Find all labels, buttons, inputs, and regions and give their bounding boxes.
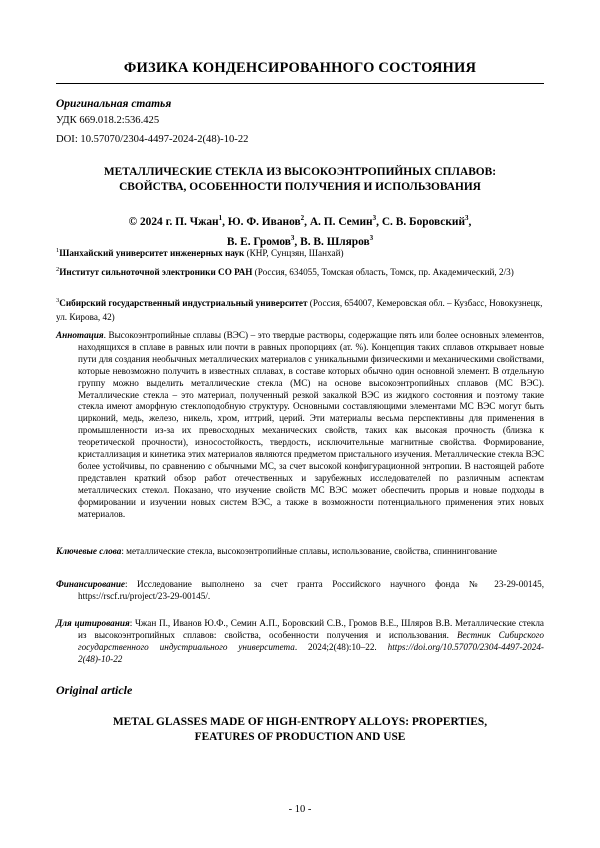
title-ru-line: МЕТАЛЛИЧЕСКИЕ СТЕКЛА ИЗ ВЫСОКОЭНТРОПИЙНЫХ СПЛАВОВ: <box>103 166 497 178</box>
author-name: , В. В. Шляров <box>294 236 370 249</box>
article-title-ru <box>70 165 530 195</box>
author-name: В. Е. Громов <box>226 236 291 249</box>
page-number: - 10 - <box>288 804 312 815</box>
citation-label: Для цитирования <box>56 618 130 628</box>
article-type: Оригинальная статья <box>56 98 172 110</box>
title-en-line: METAL GLASSES MADE OF HIGH-ENTROPY ALLOYS: PROPERTIES, <box>112 716 488 728</box>
citation-paragraph <box>56 617 544 665</box>
citation-tail: . 2024;2(48):10–22. <box>294 642 388 652</box>
funding-text: : Исследование выполнено за счет гранта Российского научного фонда № 23-29-00145, https://rscf.ru/project/23-29-00145/. <box>78 579 544 601</box>
affiliation-mark: 3 <box>290 234 295 243</box>
journal-section-header: ФИЗИКА КОНДЕНСИРОВАННОГО СОСТОЯНИЯ <box>123 60 477 76</box>
affiliation-number: 1 <box>56 247 60 254</box>
keywords-paragraph <box>56 545 544 557</box>
header-divider <box>56 83 544 84</box>
title-ru-line: СВОЙСТВА, ОСОБЕННОСТИ ПОЛУЧЕНИЯ И ИСПОЛЬЗОВАНИЯ <box>119 181 481 193</box>
affiliation-mark: 3 <box>465 214 469 222</box>
affiliation-mark: 1 <box>218 214 223 222</box>
citation-text: : Чжан П., Иванов Ю.Ф., Семин А.П., Боровский С.В., Громов В.Е., Шляров В.В. Металлические стекла из высокоэнтропийных сплавов: свойства, особенности получения и использования. <box>78 618 544 640</box>
article-title-en <box>70 715 530 745</box>
funding-label: Финансирование <box>56 579 126 589</box>
affiliation-mark: 3 <box>369 234 374 243</box>
keywords <box>56 545 544 557</box>
citation-doi-link[interactable]: https://doi.org/10.57070/2304-4497-2024-2(48)-10-22 <box>78 642 544 664</box>
citation-journal: Вестник Сибирского государственного индустриального университета <box>78 630 544 652</box>
keywords-text: : металлические стекла, высокоэнтропийные сплавы, использование, свойства, спиннингование <box>121 546 498 556</box>
affiliation-number: 3 <box>56 297 60 304</box>
affiliation-address: (Россия, 634055, Томская область, Томск, пр. Академический, 2/3) <box>252 267 514 278</box>
affiliation-address: (Россия, 654007, Кемеровская обл. – Кузбасс, Новокузнецк, ул. Кирова, 42) <box>56 298 543 322</box>
affiliation-name: Сибирский государственный индустриальный университет <box>59 298 308 309</box>
abstract <box>56 330 544 521</box>
affiliation-mark: 3 <box>372 214 377 222</box>
author-name: © 2024 г. П. Чжан <box>128 215 219 228</box>
udc-code: УДК 669.018.2:536.425 <box>56 115 160 126</box>
author-name: , А. П. Семин <box>304 215 373 228</box>
author-name: , Ю. Ф. Иванов <box>222 215 301 228</box>
doi[interactable]: DOI: 10.57070/2304-4497-2024-2(48)-10-22 <box>56 134 249 145</box>
title-en-line: FEATURES OF PRODUCTION AND USE <box>194 731 406 743</box>
affiliation-address: (КНР, Сунцзян, Шанхай) <box>244 248 344 259</box>
affiliation-3 <box>56 294 544 324</box>
abstract-label: Аннотация <box>56 330 104 340</box>
citation <box>56 617 544 665</box>
keywords-label: Ключевые слова <box>56 546 122 556</box>
author-line <box>70 210 530 230</box>
abstract-text: . Высокоэнтропийные сплавы (ВЭС) – это твердые растворы, содержащие пять или более основных элементов, находящихся в сплаве в равных или почти в равных пропорциях (ат. %). Концепция таких сплавов открывает новые пути для создания необычных металлических материалов с уникальными физическими и механическими свойствами, которые невозможно получить в известных сплавах, в составе которых обычно один основной элемент. В отдельную группу можно выделить металлические стекла (МС) на основе высокоэнтропийных сплавов (МС ВЭС). Металлические стекла – это материал, полученный резкой закалкой ВЭС из жидкого состояния и поэтому такие стекла имеют аморфную стеклоподобную структуру. Основными составляющими элементами МС ВЭС могут быть цирконий, медь, железо, никель, хром, иттрий, церий. Эти материалы весьма перспективны для применения в промышленности из-за их превосходных механических свойств, таких как высокая прочность (близка к теоретической прочности), износостойкость, твердость, исключительные магнитные свойства. Формирование, кристаллизация и кинетика этих материалов являются предметом пристального изучения. Металлические стекла ВЭС более устойчивы, по сравнению с обычными МС, за счет высокой конфигурационной энтропии. В настоящей работе представлен краткий обзор работ отечественных и зарубежных исследователей по различным аспектам металлических стекол. Показано, что изучение свойств МС ВЭС может обеспечить прорыв и новые подходы в формировании и изучении новых систем ВЭС, а также в возможности потенциального применения этих новых материалов. <box>78 330 544 519</box>
affiliation-name: Институт сильноточной электроники СО РАН <box>59 267 253 278</box>
affiliation-2 <box>56 263 544 280</box>
funding <box>56 578 544 602</box>
author-separator: , <box>468 215 472 228</box>
affiliation-mark: 2 <box>300 214 305 222</box>
abstract-paragraph <box>56 330 544 521</box>
affiliation-name: Шанхайский университет инженерных наук <box>59 248 245 259</box>
funding-paragraph <box>56 578 544 602</box>
article-type-en: Original article <box>56 683 133 697</box>
affiliation-1 <box>56 244 544 261</box>
affiliation-number: 2 <box>56 266 60 273</box>
author-name: , С. В. Боровский <box>376 215 466 228</box>
